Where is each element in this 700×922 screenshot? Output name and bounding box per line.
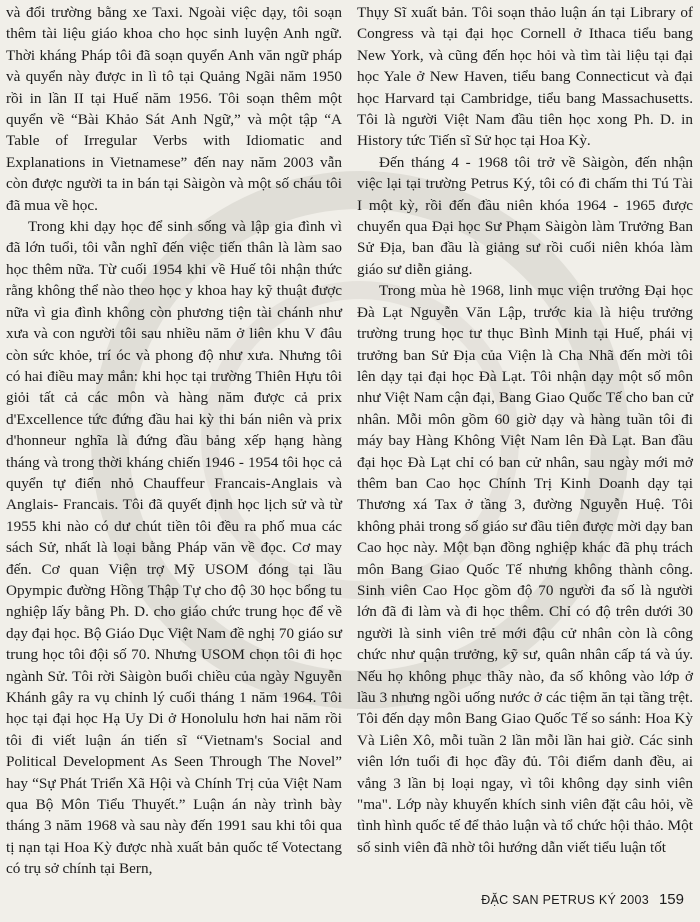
- page-footer: [481, 891, 684, 908]
- left-paragraph-2: Trong khi dạy học để sinh sống và lập gia đình vì đã lớn tuổi, tôi vẫn nghĩ đến việc tiến thân là làm sao học thêm nữa. Từ cuối 1954 khi về Huế tôi nhận thức rằng không thể nào theo học y khoa hay kỹ thuật được nữa vì gia đình không còn phương tiện tài chánh như xưa và con người tôi sau nhiều năm ở liên khu V đâu còn sức khỏe, trí óc và phong độ như xưa. Nhưng tôi có hai điều may mắn: khi học tại trường Thiên Hựu tôi giỏi tất cả các môn và hàng năm được cả prix d'Excellence tức đứng đầu hai kỳ thi bán niên và prix d'honneur nghĩa là đứng đầu bảng xếp hạng hàng tháng và trong thời kháng chiến 1946 - 1954 tôi học cả quyển tự điển nhỏ Chauffeur Francais-Anglais và Anglais- Francais. Tôi đã quyết định học lịch sử và từ 1955 khi nào có dư chút tiền tôi đều ra phố mua các sách Sử, nhất là loại bằng Pháp văn về đọc. Cơ may đến. Cơ quan Viện trợ Mỹ USOM đóng tại lầu Opympic đường Hồng Thập Tự cho độ 30 học bổng tu nghiệp lấy bằng Ph. D. cho giáo chức trung học để về dạy đại học. Bộ Giáo Dục Việt Nam đề nghị 70 giáo sư trung học tôi đội số 70. Nhưng USOM chọn tôi đi học ngành Sử. Tôi rời Sàigòn buổi chiều của ngày Nguyễn Khánh gây ra vụ chỉnh lý cuối tháng 1 năm 1964. Tôi học tại đại học Hạ Uy Di ở Honolulu hơn hai năm rồi tôi đi viết luận án tiến sĩ “Vietnam's Social and Political Development As Seen Through The Novel” hay “Sự Phát Triển Xã Hội và Chính Trị của Việt Nam qua Bộ Môn Tiểu Thuyết.” Luận án này trình bày tháng 3 năm 1968 và sau này đến 1991 sau khi tôi qua tị nạn tại Hoa Kỳ được nhà xuất bản quốc tế Votectang có trụ sở chính tại Bern,: [6, 218, 342, 878]
- right-paragraph-2: Đến tháng 4 - 1968 tôi trở về Sàigòn, đến nhận việc lại tại trường Petrus Ký, tôi có đi chấm thi Tú Tài I một kỳ, rồi đến đầu niên khóa 1964 - 1965 được chuyển qua Đại học Sư Phạm Sàigòn làm Trưởng Ban Sử Địa, ban đầu là giảng sư rồi cuối niên khóa làm giáo sư diễn giảng.: [357, 153, 693, 278]
- left-paragraph-1: và đổi trường bằng xe Taxi. Ngoài việc dạy, tôi soạn thêm tài liệu giáo khoa cho học sinh luyện Anh ngữ. Thời kháng Pháp tôi đã soạn quyển Anh văn ngữ pháp và quyển này được in lì tô tại Quảng Ngãi năm 1950 rồi in lần II tại Huế năm 1956. Tôi soạn thêm một quyển về “Bài Khảo Sát Anh Ngữ,” và một tập “A Table of Irregular Verbs with Idiomatic and Explanations in Vietnamese” đến nay năm 2003 vẫn còn được người ta in bán tại Sàigòn và một số cháu tôi đã mua về học.: [6, 4, 342, 214]
- left-column: [6, 2, 342, 880]
- right-paragraph-1: Thụy Sĩ xuất bản. Tôi soạn thảo luận án tại Library of Congress và tại đại học Cornell ở Ithaca tiểu bang New York, và cũng đến học hỏi và tìm tài liệu tại đại học Yale ở New Haven, tiểu bang Connecticut và đại học Harvard tại Cambridge, tiểu bang Massachusetts. Tôi là người Việt Nam đầu tiên học xong Ph. D. in History tức Tiến sĩ Sử học tại Hoa Kỳ.: [357, 4, 693, 150]
- right-paragraph-3: Trong mùa hè 1968, linh mục viện trưởng Đại học Đà Lạt Nguyễn Văn Lập, trước kia là hiệu trưởng trường trung học tư thục Bình Minh tại Huế, phái vị trưởng ban Sử Địa của Viện là Cha Nhã đến mời tôi lên dạy tại đại học Đà Lạt. Tôi nhận dạy một số môn như Việt Nam cận đại, Bang Giao Quốc Tế cho ban cử nhân. Mỗi môn gồm 60 giờ dạy và hàng tuần tôi đi máy bay Hàng Không Việt Nam lên Đà Lạt. Ban đầu đại học Đà Lạt chỉ có ban cử nhân, sau ngày mới mở thêm ban Cao học Chính Trị Kinh Doanh dạy tại Thương xá Tax ở tầng 3, đường Nguyễn Huệ. Tôi không phải trong số giáo sư đầu tiên được mời dạy ban Cao học này. Một bạn đồng nghiệp khác đã phụ trách môn Bang Giao Quốc Tế nhưng không thành công. Sinh viên Cao Học gồm độ 70 người đa số là người lớn đã đi làm và đi học thêm. Chỉ có độ trên dưới 30 người là sinh viên trẻ mới đậu cử nhân còn là công chức như quận trưởng, kỹ sư, quân nhân cấp tá và úy. Nếu họ không phục thầy nào, đa số không vào lớp ở lầu 3 nhưng ngồi uống nước ở các tiệm ăn tại tầng trệt. Tôi đến dạy môn Bang Giao Quốc Tế so sánh: Hoa Kỳ Và Liên Xô, mỗi tuần 2 lần mỗi lần hai giờ. Các sinh viên lớn tuổi đi học đầy đủ. Tôi điểm danh đều, ai vắng 3 lần bị loại ngay, vì tôi không dạy sinh viên "ma". Lớp này khuyến khích sinh viên đặt câu hỏi, về tình hình quốc tế để thảo luận và tổ chức hội thảo. Một số sinh viên đã nhờ tôi hướng dẫn viết tiểu luận tốt: [357, 282, 693, 856]
- page-number: 159: [658, 891, 684, 908]
- right-column: [357, 2, 693, 858]
- publication-title: ĐẶC SAN PETRUS KÝ 2003: [481, 893, 649, 907]
